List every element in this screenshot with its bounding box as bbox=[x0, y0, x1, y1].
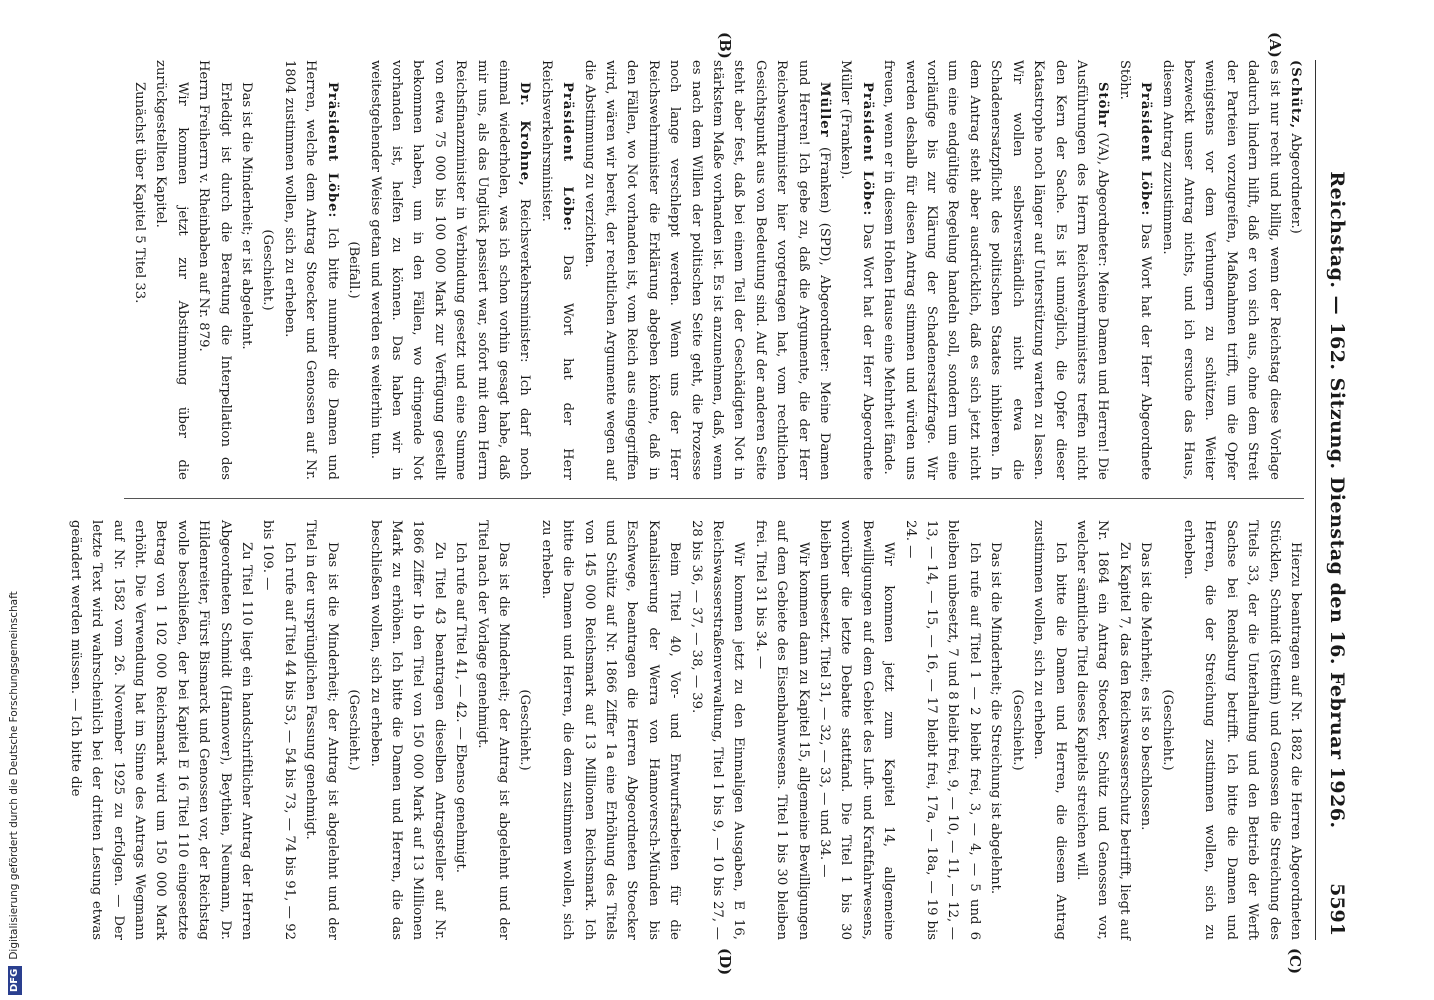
paragraph-text: Wir kommen jetzt zu den Einmaligen Ausgaben, E 16, Reichswasserstraßenverwaltung, Titel 1 bis 9, — 10 bis 27, — 28 bis 36, — 37, — 38, — 39. bbox=[688, 520, 747, 940]
paragraph-text: Ich rufe auf Titel 44 bis 53, — 54 bis 73, — 74 bis 91, — 92 bis 109. — bbox=[260, 520, 297, 940]
paragraph-text: Das ist die Minderheit; der Antrag ist abgelehnt und der Titel nach der Vorlage genehmigt. bbox=[474, 520, 511, 940]
paragraph-text: Das Wort hat der Herr Reichsverkehrsminister. bbox=[538, 60, 576, 480]
paragraph-text: Ich bitte die Damen und Herren, die diesem Antrag zustimmen wollen, sich zu erheben. bbox=[1031, 520, 1068, 940]
paragraph bbox=[64, 520, 257, 940]
paragraph-text: (Geschieht.) bbox=[1159, 689, 1175, 771]
paragraph bbox=[878, 60, 1113, 480]
speaker-name: Dr. Krohne, bbox=[517, 82, 533, 187]
paragraph bbox=[535, 60, 578, 480]
paragraph-text: Hierzu beantragen auf Nr. 1882 die Herren Abgeordneten Stücklen, Schmidt (Stettin) und Genossen die Streichung des Titels 33, der die Unterhaltung und den Betrieb der Werft Sachse bei Rendsburg betrifft. Ich bitte die Damen und Herren, die der Streichung zustimmen wollen, sich zu erheben. bbox=[1180, 520, 1303, 940]
paragraph-text: (Geschieht.) bbox=[1009, 689, 1025, 771]
paragraph bbox=[749, 520, 813, 940]
paragraph-text: Abgeordneter.) bbox=[1288, 129, 1303, 234]
stage-direction bbox=[1156, 520, 1177, 940]
stage-direction bbox=[514, 520, 535, 940]
page-number: 5591 bbox=[1326, 883, 1348, 936]
paragraph-text: es ist nur recht und billig, wenn der Reichstag diese Vorlage dadurch lindern hilft, daß er von sich aus, ohne dem Streit der Parteien vorzugreifen, Maßnahmen trifft, um die Opfer wenigstens vor dem Verhungern zu schützen. Weiter bezweckt unser Antrag nichts, und ich ersuche das Haus, diesem Antrag zuzustimmen. bbox=[1159, 60, 1282, 480]
margin-mark-b: (B) bbox=[716, 32, 734, 59]
header-rule bbox=[1315, 60, 1316, 940]
paragraph bbox=[1135, 520, 1156, 940]
margin-mark-c: (C) bbox=[1286, 948, 1304, 975]
paragraph bbox=[450, 520, 471, 940]
paragraph-text: Ich rufe auf Titel 41, — 42. — Ebenso genehmigt. bbox=[453, 542, 469, 873]
paragraph-text: (Beifall.) bbox=[346, 241, 362, 299]
column-divider bbox=[124, 498, 1304, 499]
paragraph bbox=[300, 520, 343, 940]
page-header bbox=[1320, 60, 1354, 940]
paragraph-text: Zunächst über Kapitel 5 Titel 33. bbox=[132, 82, 148, 304]
stage-direction bbox=[343, 520, 364, 940]
paragraph-text: Ich bitte nunmehr die Damen und Herren, welche dem Antrag Stoecker und Genossen auf Nr. 1804 zustimmen wollen, sich zu erheben. bbox=[281, 60, 340, 480]
right-column bbox=[64, 520, 1306, 940]
paragraph-text: (Geschieht.) bbox=[260, 229, 276, 311]
paragraph-text: Zu Titel 43 beantragen dieselben Antragsteller auf Nr. 1866 Ziffer 1b den Titel von 150 000 Mark auf 13 Millionen Mark zu erhöhen. Ich bitte die Damen und Herren, die das beschließen wollen, sich zu erheben. bbox=[367, 520, 447, 940]
paragraph-text: (VA), Abgeordneter: Meine Damen und Herren! Die Ausführungen des Herrn Reichswehrministers treffen nicht den Kern der Sache. Es ist unmöglich, die Opfer dieser Katastrophe noch länger auf Unterstützung warten zu lassen. Wir wollen selbstverständlich nicht etwa die Schadenersatzpflicht des politischen Staates inhibieren. In dem Antrag steht aber ausdrücklich, daß es sich jetzt nicht um eine endgültige Regelung handeln soll, sondern um eine vorläufige bis zur Klärung der Schadenersatzfrage. Wir werden deshalb für diesen Antrag stimmen und würden uns freuen, wenn er in diesem Hohen Hause eine Mehrheit fände. bbox=[881, 60, 1111, 480]
paragraph bbox=[150, 60, 193, 480]
paragraph bbox=[129, 60, 150, 480]
paragraph-text: Wir kommen jetzt zum Kapitel 14, allgemeine Bewilligungen auf dem Gebiet des Luft- und Kraftfahrwesens, worüber die letzte Debatte stattfand. Die Titel 1 bis 30 bleiben unbesetzt. Titel 31, — 32, — 33, — und 34. — bbox=[817, 520, 897, 940]
paragraph bbox=[985, 520, 1006, 940]
paragraph bbox=[1156, 60, 1284, 480]
paragraph-text: Beim Titel 40, Vor- und Entwurfsarbeiten für die Kanalisierung der Werra von Hannoversch-Münden bis Eschwege, beantragen die Herren Abgeordneten Stoecker und Schütz auf Nr. 1866 Ziffer 1a eine Erhöhung des Titels von 145 000 Reichsmark auf 13 Millionen Reichsmark. Ich bitte die Damen und Herren, die dem zustimmen wollen, sich zu erheben. bbox=[538, 520, 683, 940]
paragraph bbox=[364, 60, 535, 480]
margin-mark-a: (A) bbox=[1266, 32, 1284, 58]
speaker-name: Müller bbox=[817, 82, 833, 138]
paragraph bbox=[236, 60, 257, 480]
paragraph bbox=[471, 520, 514, 940]
paragraph-text: (Geschieht.) bbox=[346, 689, 362, 771]
paragraph bbox=[535, 520, 685, 940]
paragraph-text: Erledigt ist durch die Beratung die Interpellation des Herrn Freiherrn v. Rheinbaben auf Nr. 879. bbox=[196, 60, 233, 480]
paragraph bbox=[578, 60, 835, 480]
speaker-name: Präsident Löbe: bbox=[324, 82, 340, 219]
page-title: Reichstag. — 162. Sitzung. Dienstag den 16. Februar 1926. bbox=[1326, 171, 1348, 829]
paragraph-text: Wir kommen dann zu Kapitel 15, allgemeine Bewilligungen auf dem Gebiete des Eisenbahnwesens. Titel 1 bis 30 bleiben frei. Titel 31 bis 34. — bbox=[752, 520, 811, 940]
paragraph bbox=[1113, 60, 1156, 480]
paragraph bbox=[279, 60, 343, 480]
paragraph-text: Das Wort hat der Herr Abgeordnete Stöhr. bbox=[1116, 60, 1154, 480]
paragraph-text: (Geschieht.) bbox=[517, 689, 533, 771]
footer-credit bbox=[2, 591, 26, 995]
paragraph bbox=[1178, 520, 1306, 940]
paragraph bbox=[1071, 520, 1135, 940]
dfg-logo: DFG bbox=[8, 966, 22, 995]
speaker-name: (Schütz, bbox=[1288, 60, 1303, 130]
stage-direction bbox=[343, 60, 364, 480]
speaker-name: Präsident Löbe: bbox=[859, 82, 875, 217]
paragraph-text: Das ist die Mehrheit; es ist so beschlossen. bbox=[1138, 542, 1154, 831]
speaker-name: Präsident Löbe: bbox=[560, 82, 576, 232]
paragraph-text: Reichsverkehrsminister: Ich darf noch einmal wiederholen, was ich schon vorhin gesagt habe, daß mir uns, als das Unglück passiert war, sofort mit dem Herrn Reichsfinanzminister in Verbindung gesetzt und eine Summe von etwa 75 000 bis 100 000 Mark zur Verfügung gestellt bekommen haben, um in den Fällen, wo dringende Not vorhanden ist, helfen zu können. Das haben wir in weitestgehender Weise getan und werden es weiterhin tun. bbox=[367, 60, 533, 480]
paragraph bbox=[257, 520, 300, 940]
paragraph bbox=[1285, 60, 1306, 480]
stage-direction bbox=[1006, 520, 1027, 940]
paragraph-text: Das ist die Minderheit; er ist abgelehnt. bbox=[239, 82, 255, 350]
paragraph bbox=[814, 520, 900, 940]
left-column bbox=[129, 60, 1306, 480]
paragraph-text: Zu Titel 110 liegt ein handschriftlicher Antrag der Herren Abgeordneten Schmidt (Hannover), Beythien, Neumann, Dr. Hildenreiter, Fürst Bismarck und Genossen vor, der Reichstag wolle beschließen, der bei Kapitel E 16 Titel 110 eingesetzte Betrag von 1 102 000 Reichsmark wird um 150 000 Mark erhöht. Die Verwendung hat im Sinne des Antrags Wegmann auf Nr. 1582 vom 26. November 1925 zu erfolgen. — Der letzte Text wird wahrscheinlich bei der dritten Lesung etwas geändert werden müssen. — Ich bitte die bbox=[67, 520, 255, 940]
paragraph bbox=[835, 60, 878, 480]
speaker-name: Stöhr bbox=[1095, 82, 1111, 128]
paragraph bbox=[1028, 520, 1071, 940]
speaker-name: Präsident Löbe: bbox=[1138, 82, 1154, 217]
paragraph-text: Das Wort hat der Herr Abgeordnete Müller (Franken). bbox=[838, 60, 875, 480]
paragraph bbox=[193, 60, 236, 480]
stage-direction bbox=[257, 60, 278, 480]
margin-mark-d: (D) bbox=[716, 948, 734, 976]
paragraph-text: Das ist die Minderheit; die Streichung ist abgelehnt. bbox=[988, 542, 1004, 895]
paragraph bbox=[899, 520, 985, 940]
paragraph-text: Das ist die Minderheit; der Antrag ist abgelehnt und der Titel in der ursprünglichen Fassung genehmigt. bbox=[303, 520, 340, 940]
paragraph bbox=[364, 520, 450, 940]
paragraph-text: (Franken) (SPD), Abgeordneter: Meine Damen und Herren! Ich gebe zu, daß die Argumente, die der Herr Reichswehrminister hier vorgetragen hat, vom rechtlichen Gesichtspunkt aus von Bedeutung sind. Auf der anderen Seite steht aber fest, daß bei einem Teil der Geschädigten Not in stärkstem Maße vorhanden ist. Es ist anzunehmen, daß, wenn es nach dem Willen der politischen Seite geht, die Prozesse noch lange verschleppt werden. Wenn uns der Herr Reichswehrminister die Erklärung abgeben könnte, daß in den Fällen, wo Not vorhanden ist, vom Reich aus eingegriffen wird, wären wir bereit, der rechtlichen Argumente wegen auf die Abstimmung zu verzichten. bbox=[581, 60, 833, 480]
paragraph bbox=[685, 520, 749, 940]
footer-text: Digitalisierung gefördert durch die Deutsche Forschungsgemeinschaft bbox=[8, 591, 20, 960]
paragraph-text: Wir kommen jetzt zur Abstimmung über die zurückgestellten Kapitel. bbox=[153, 60, 190, 480]
paragraph-text: Ich rufe auf Titel 1 — 2 bleibt frei, 3, — 4, — 5 und 6 bleiben unbesetzt, 7 und 8 bleibt frei, 9, — 10, — 11, — 12, — 13, — 14, — 15, — 16, — 17 bleibt frei, 17a, — 18a, — 19 bis 24. — bbox=[902, 520, 982, 940]
paragraph-text: Zu Kapitel 7, das den Reichswasserschutz betrifft, liegt auf Nr. 1864 ein Antrag Stoecker, Schütz und Genossen vor, welcher sämtliche Titel dieses Kapitels streichen will. bbox=[1073, 520, 1132, 940]
